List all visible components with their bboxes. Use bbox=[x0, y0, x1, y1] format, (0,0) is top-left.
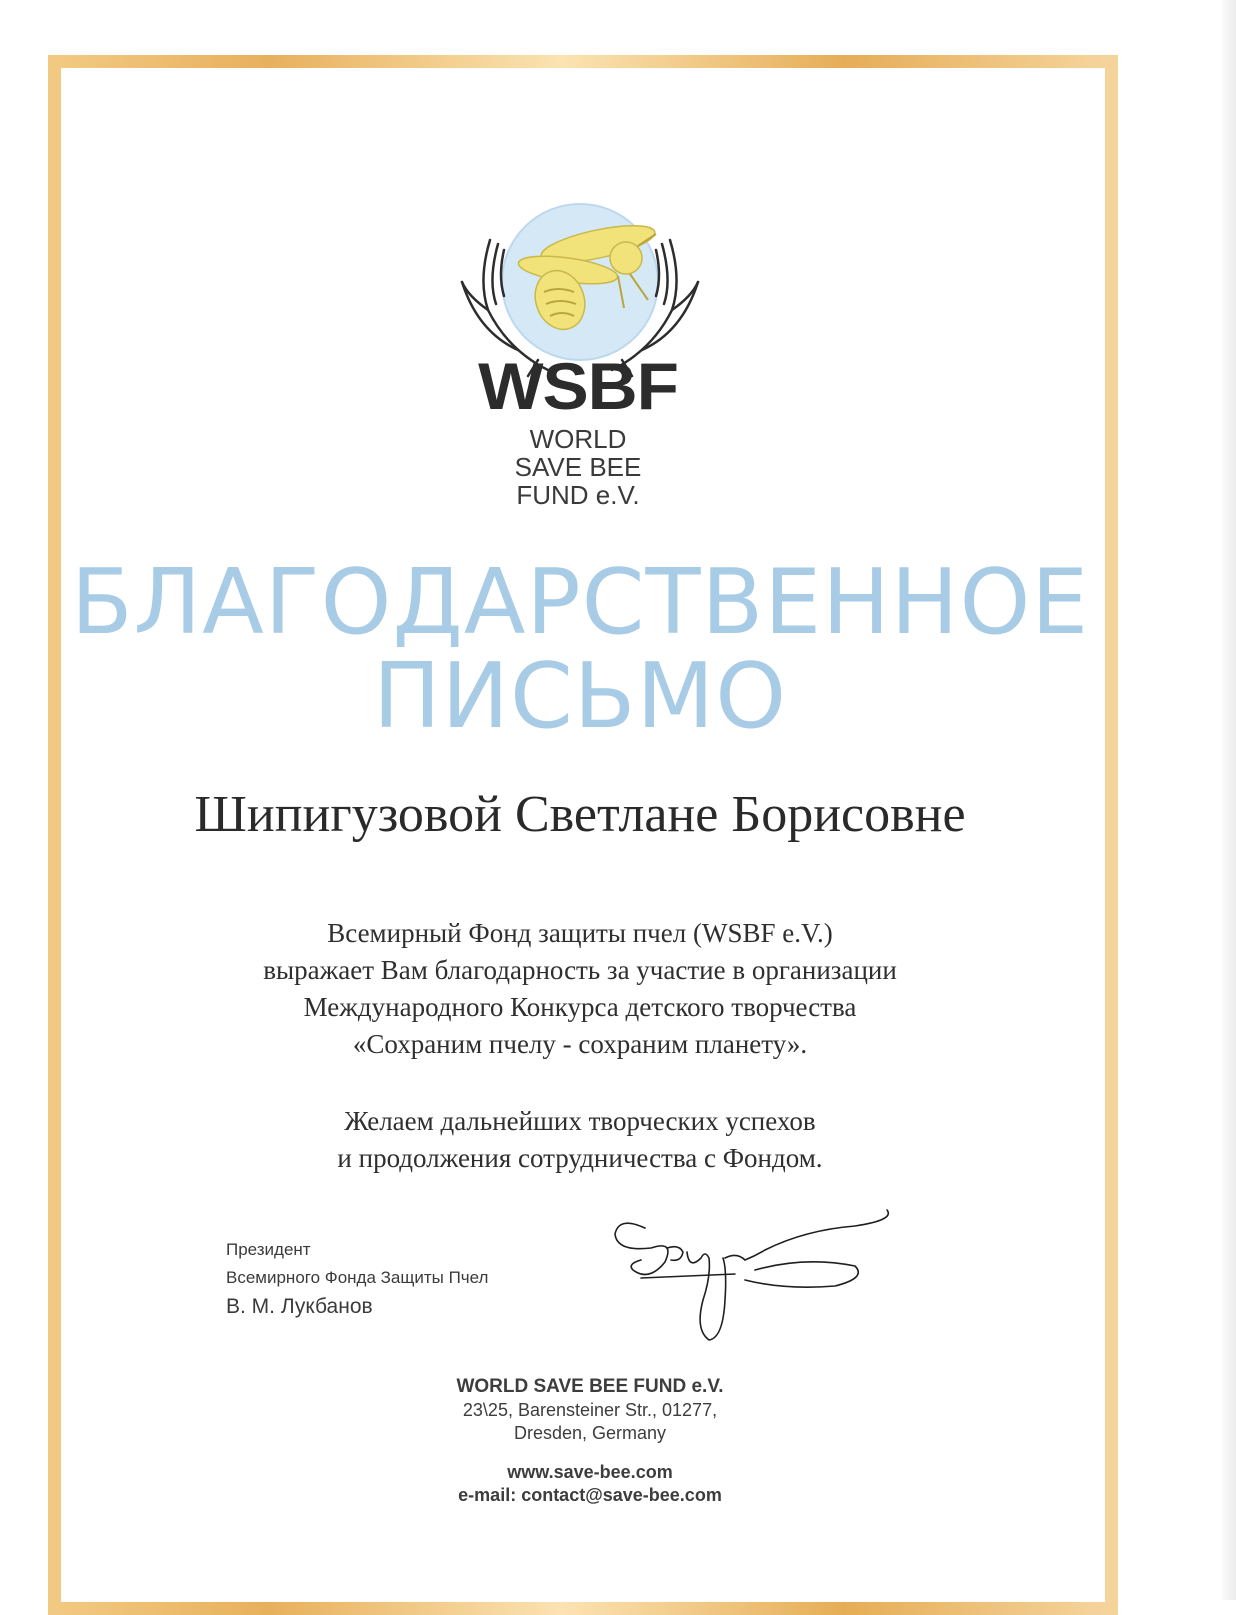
paragraph-line: Всемирный Фонд защиты пчел (WSBF e.V.) bbox=[327, 918, 833, 948]
paragraph-line: Желаем дальнейших творческих успехов bbox=[344, 1106, 816, 1136]
handwritten-signature bbox=[605, 1190, 905, 1360]
logo-name-line: WORLD bbox=[529, 424, 627, 454]
footer-org-name: WORLD SAVE BEE FUND e.V. bbox=[456, 1376, 724, 1397]
signatory-position: Президент bbox=[226, 1240, 311, 1259]
document-title-line-2: ПИСЬМО bbox=[372, 644, 788, 749]
wsbf-logo bbox=[448, 200, 708, 530]
logo-abbreviation: WSBF bbox=[478, 349, 678, 423]
signatory-name: В. М. Лукбанов bbox=[226, 1295, 373, 1318]
footer-address-line: 23\25, Barensteiner Str., 01277, bbox=[462, 1400, 718, 1420]
logo-name-line: FUND e.V. bbox=[516, 480, 640, 510]
footer-contacts bbox=[390, 1461, 790, 1507]
paragraph-line: Международного Конкурса детского творчества bbox=[303, 992, 857, 1022]
signatory-organization: Всемирного Фонда Защиты Пчел bbox=[226, 1268, 489, 1287]
signatory-block bbox=[226, 1236, 488, 1322]
paragraph-line: и продолжения сотрудничества с Фондом. bbox=[337, 1143, 823, 1173]
document-title-line-1: БЛАГОДАРСТВЕННОЕ bbox=[70, 550, 1090, 655]
recipient-name: Шипигузовой Светлане Борисовне bbox=[194, 786, 966, 843]
paragraph-line: «Сохраним пчелу - сохраним планету». bbox=[352, 1029, 808, 1059]
footer-address-line: Dresden, Germany bbox=[513, 1423, 667, 1443]
footer-email: e-mail: contact@save-bee.com bbox=[458, 1485, 722, 1505]
paragraph-line: выражает Вам благодарность за участие в организации bbox=[263, 955, 897, 985]
paper-edge bbox=[1222, 0, 1236, 1600]
footer-website: www.save-bee.com bbox=[507, 1462, 673, 1482]
thanks-paragraph bbox=[60, 915, 1100, 1063]
logo-name-line: SAVE BEE bbox=[514, 452, 642, 482]
wishes-paragraph bbox=[60, 1103, 1100, 1177]
footer-address bbox=[390, 1375, 790, 1445]
